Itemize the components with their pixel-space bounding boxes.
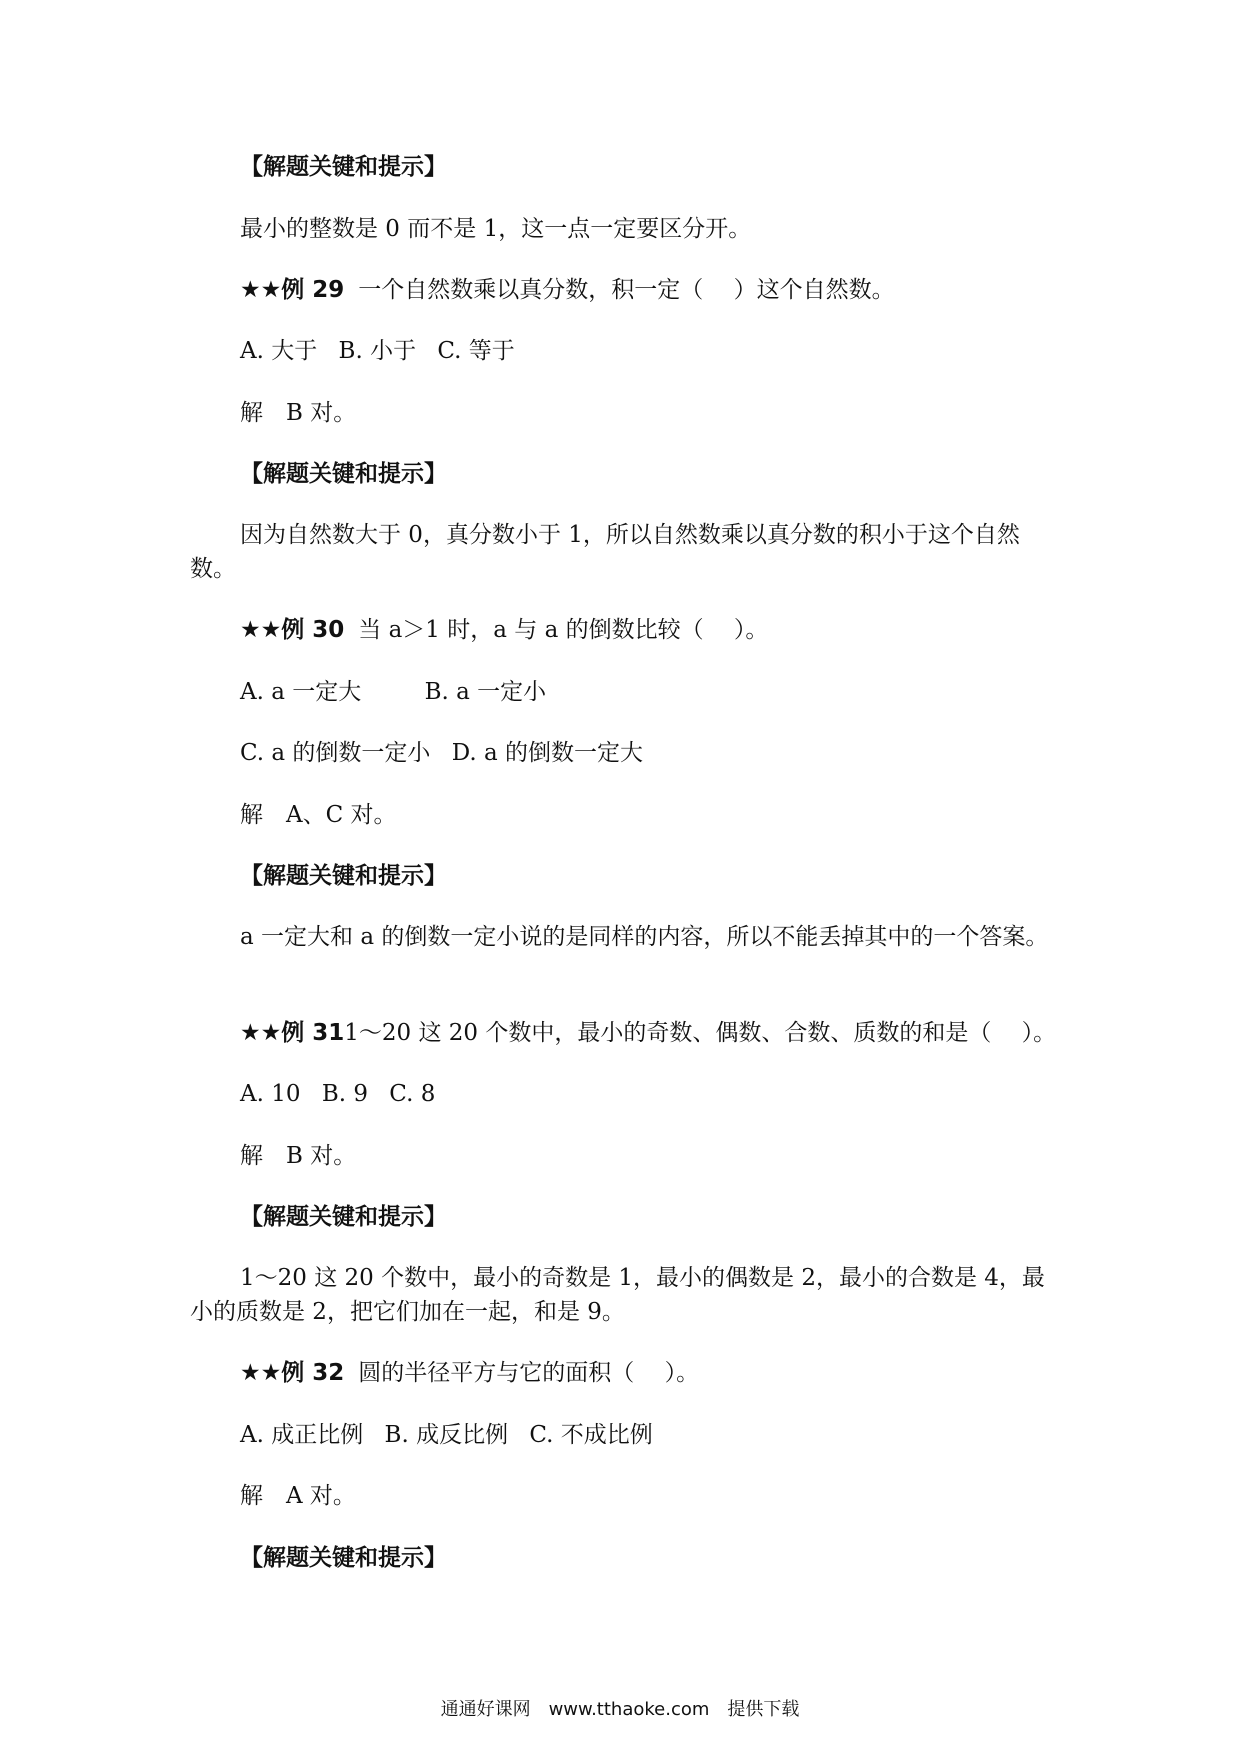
question-31: [240, 1016, 1060, 1050]
question-label: ★★例 32: [240, 1360, 345, 1386]
question-32-options: [240, 1418, 1060, 1452]
option-c: C. 等于: [437, 338, 515, 364]
option-c: C. 8: [389, 1081, 436, 1107]
question-32: [240, 1356, 1060, 1390]
section-heading: 【解题关键和提示】: [240, 863, 447, 889]
option-a: A. a 一定大: [240, 679, 362, 705]
hint-text: 最小的整数是 0 而不是 1，这一点一定要区分开。: [240, 216, 752, 242]
question-label: ★★例 30: [240, 617, 345, 643]
option-c: C. 不成比例: [529, 1422, 653, 1448]
question-29: [240, 273, 1060, 307]
question-text: 一个自然数乘以真分数，积一定（ ）这个自然数。: [358, 277, 895, 303]
page-footer: 通通好课网 www.tthaoke.com 提供下载: [440, 1699, 800, 1720]
question-29-options: [240, 334, 1060, 368]
option-c: C. a 的倒数一定小: [240, 740, 431, 766]
question-30-options-row2: [240, 736, 1060, 770]
question-text: 当 a＞1 时，a 与 a 的倒数比较（ ）。: [358, 617, 769, 643]
question-label: ★★例 29: [240, 277, 345, 303]
hint-text: 因为自然数大于 0，真分数小于 1，所以自然数乘以真分数的积小于这个自然数。: [190, 522, 1020, 582]
option-b: B. 9: [321, 1081, 368, 1107]
section-heading: 【解题关键和提示】: [240, 461, 447, 487]
question-31-options: [240, 1077, 1060, 1111]
answer-text: 解 B 对。: [240, 1143, 357, 1169]
hint-text: 1～20 这 20 个数中，最小的奇数是 1，最小的偶数是 2，最小的合数是 4，最小的质数是 2，把它们加在一起，和是 9。: [190, 1265, 1045, 1325]
answer-text: 解 A、C 对。: [240, 802, 397, 828]
question-text: 1～20 这 20 个数中，最小的奇数、偶数、合数、质数的和是（ ）。: [344, 1020, 1057, 1046]
option-b: B. 成反比例: [384, 1422, 509, 1448]
option-a: A. 成正比例: [240, 1422, 364, 1448]
answer-text: 解 A 对。: [240, 1483, 356, 1509]
option-a: A. 10: [240, 1081, 301, 1107]
answer-text: 解 B 对。: [240, 400, 357, 426]
question-text: 圆的半径平方与它的面积（ ）。: [358, 1360, 700, 1386]
option-d: D. a 的倒数一定大: [451, 740, 644, 766]
hint-text: a 一定大和 a 的倒数一定小说的是同样的内容，所以不能丢掉其中的一个答案。: [240, 924, 1049, 950]
option-b: B. 小于: [338, 338, 417, 364]
section-heading: 【解题关键和提示】: [240, 1204, 447, 1230]
section-heading: 【解题关键和提示】: [240, 1545, 447, 1571]
option-a: A. 大于: [240, 338, 318, 364]
question-30: [240, 613, 1060, 647]
question-30-options-row1: [240, 675, 1060, 709]
option-b: B. a 一定小: [424, 679, 547, 705]
section-heading: 【解题关键和提示】: [240, 154, 447, 180]
question-label: ★★例 31: [240, 1020, 345, 1046]
